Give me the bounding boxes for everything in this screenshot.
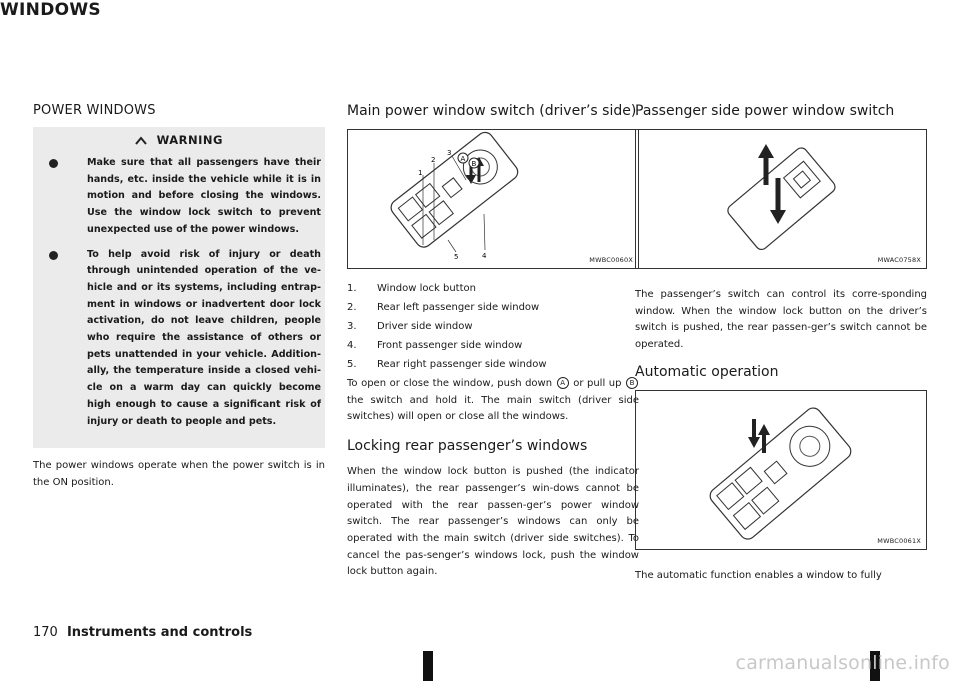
circle-b-icon: B — [626, 377, 638, 389]
figure-code: MWAC0758X — [877, 256, 921, 264]
warning-title: WARNING — [156, 133, 223, 147]
page-number: 170 — [33, 625, 58, 640]
heading-automatic: Automatic operation — [635, 363, 779, 380]
column-power-windows — [33, 103, 325, 492]
automatic-switch-illustration — [636, 391, 926, 549]
figure-code: MWBC0061X — [877, 536, 921, 545]
list-item: 3. Driver side window — [347, 321, 473, 332]
automatic-paragraph: The automatic function enables a window to fully — [635, 569, 882, 581]
passenger-switch-illustration — [636, 130, 926, 268]
callout-a: A — [460, 155, 466, 163]
callout-2: 2 — [431, 156, 436, 164]
warning-box — [33, 127, 325, 448]
chapter-title: Instruments and controls — [66, 625, 253, 640]
callout-3: 3 — [447, 149, 452, 157]
warning-header — [37, 133, 321, 147]
chevron-up-icon — [135, 133, 157, 147]
heading-main-switch: Main power window switch (driver’s side) — [347, 103, 637, 119]
figure-automatic — [635, 390, 927, 550]
warning-text: Make sure that all passengers have their hands, etc. inside the vehicle while it is in motion and before closing the windows. Use the window lock switch to prevent unexpected use of the power windows. — [87, 157, 321, 235]
watermark-text: carmanualsonline.info — [735, 652, 950, 674]
heading-locking: Locking rear passenger’s windows — [347, 438, 588, 455]
power-windows-paragraph: The power windows operate when the power switch is in the ON position. — [33, 460, 325, 488]
locking-paragraph: When the window lock button is pushed (the indicator illuminates), the rear passenger’s win-dows cannot be operated with the rear passen-ger’s power window switch. The rear passenger’s windows can only be operated with the main switch (driver side switches). To cancel the pas-senger’s windows lock, push the window lock button again. — [347, 466, 639, 578]
warning-text: To help avoid risk of injury or death through unintended operation of the ve-hicle and or its systems, including entrap-ment in windows or inadvertent door lock activation, do not leave children, people who require the assistance of others or pets unattended in your vehicle. Addition-ally, the temperature inside a closed vehi-cle on a warm day can quickly become high enough to cause a significant risk of injury or death to people and pets. — [87, 248, 321, 427]
passenger-paragraph: The passenger’s switch can control its corre-sponding window. When the window lock button on the driver’s switch is pushed, the rear passen-ger’s switch cannot be operated. — [635, 289, 927, 351]
bullet-icon — [49, 251, 58, 260]
numbered-list — [347, 279, 639, 374]
list-item: 5. Rear right passenger side window — [347, 359, 547, 370]
list-item: 2. Rear left passenger side window — [347, 302, 540, 313]
heading-passenger-switch: Passenger side power window switch — [635, 103, 895, 119]
figure-passenger-switch — [635, 129, 927, 269]
bullet-icon — [49, 159, 58, 168]
warning-item — [37, 155, 321, 239]
scan-mark — [423, 651, 433, 681]
main-switch-illustration — [348, 130, 638, 268]
column-passenger-switch — [635, 103, 927, 585]
operation-paragraph: To open or close the window, push down A or pull up B the switch and hold it. The main switch (driver side switches) will open or close all the windows. — [347, 378, 639, 423]
figure-main-switch — [347, 129, 639, 269]
page-footer — [33, 625, 252, 640]
column-main-switch — [347, 103, 639, 581]
list-item: 4. Front passenger side window — [347, 340, 523, 351]
circle-a-icon: A — [557, 377, 569, 389]
figure-code: MWBC0060X — [589, 256, 633, 264]
callout-b: B — [471, 160, 477, 168]
list-item: 1. Window lock button — [347, 283, 476, 294]
warning-item — [37, 247, 321, 431]
callout-1: 1 — [418, 169, 423, 177]
callout-5: 5 — [454, 253, 459, 261]
callout-4: 4 — [482, 252, 487, 260]
heading-power-windows: POWER WINDOWS — [33, 103, 156, 118]
section-title: WINDOWS — [0, 0, 101, 20]
